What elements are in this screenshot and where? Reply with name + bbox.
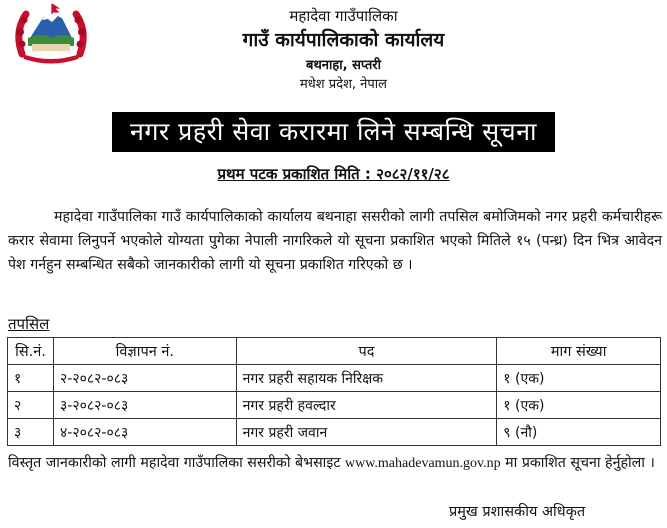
cell-demand: १ (एक): [497, 392, 661, 419]
table-header-row: [8, 338, 661, 365]
col-header-demand: माग संख्या: [497, 338, 661, 365]
vacancy-table: [7, 337, 661, 446]
office-location: बथनाहा, सप्तरी: [306, 58, 381, 73]
cell-ad-no: ४-२०८२-०८३: [53, 419, 236, 446]
col-header-post: पद: [236, 338, 497, 365]
footer-note: [8, 451, 662, 476]
cell-demand: ९ (नौ): [497, 419, 661, 446]
footer-text-before: विस्तृत जानकारीको लागी महादेवा गाउँपालिका ससरीको बेभसाइट: [8, 455, 345, 471]
cell-demand: १ (एक): [497, 365, 661, 392]
publish-date-text: प्रथम पटक प्रकाशित मिति : २०८२/११/२८: [217, 165, 450, 183]
col-header-ad-no: विज्ञापन नं.: [53, 338, 236, 365]
cell-ad-no: २-२०८२-०८३: [53, 365, 236, 392]
notice-body: महादेवा गाउँपालिका गाउँ कार्यपालिकाको कार्यालय बथनाहा ससरीको लागी तपसिल बमोजिमको नगर प्रहरी कर्मचारीहरू करार सेवामा लिनुपर्ने भएकोले योग्यता पुगेका नेपाली नागरिकले यो सूचना प्रकाशित भएको मितिले १५ (पन्ध्र) दिन भित्र आवेदन पेश गर्नहुन सम्बन्धित सबैको जानकारीको लागी यो सूचना प्रकाशित गरिएको छ ।: [8, 209, 662, 273]
cell-ad-no: ३-२०८२-०८३: [53, 392, 236, 419]
signatory: प्रमुख प्रशासकीय अधिकृत: [449, 504, 586, 520]
cell-sn: १: [8, 365, 54, 392]
cell-sn: २: [8, 392, 54, 419]
table-row: [8, 419, 661, 446]
office-name: गाउँ कार्यपालिकाको कार्यालय: [242, 29, 445, 51]
footer-text-after: मा प्रकाशित सूचना हेर्नुहोला ।: [500, 455, 655, 471]
cell-post: नगर प्रहरी सहायक निरिक्षक: [236, 365, 497, 392]
col-header-sn: सि.नं.: [8, 338, 54, 365]
cell-post: नगर प्रहरी जवान: [236, 419, 497, 446]
notice-title-banner: नगर प्रहरी सेवा करारमा लिने सम्बन्धि सूचना: [112, 112, 555, 152]
table-row: [8, 392, 661, 419]
publish-date: [0, 164, 667, 184]
table-caption: तपसिल: [8, 315, 50, 333]
province-country: मधेश प्रदेश, नेपाल: [300, 77, 387, 92]
table-row: [8, 365, 661, 392]
municipality-name: महादेवा गाउँपालिका: [289, 7, 398, 25]
website-link[interactable]: www.mahadevamun.gov.np: [345, 456, 501, 471]
cell-post: नगर प्रहरी हवल्दार: [236, 392, 497, 419]
cell-sn: ३: [8, 419, 54, 446]
